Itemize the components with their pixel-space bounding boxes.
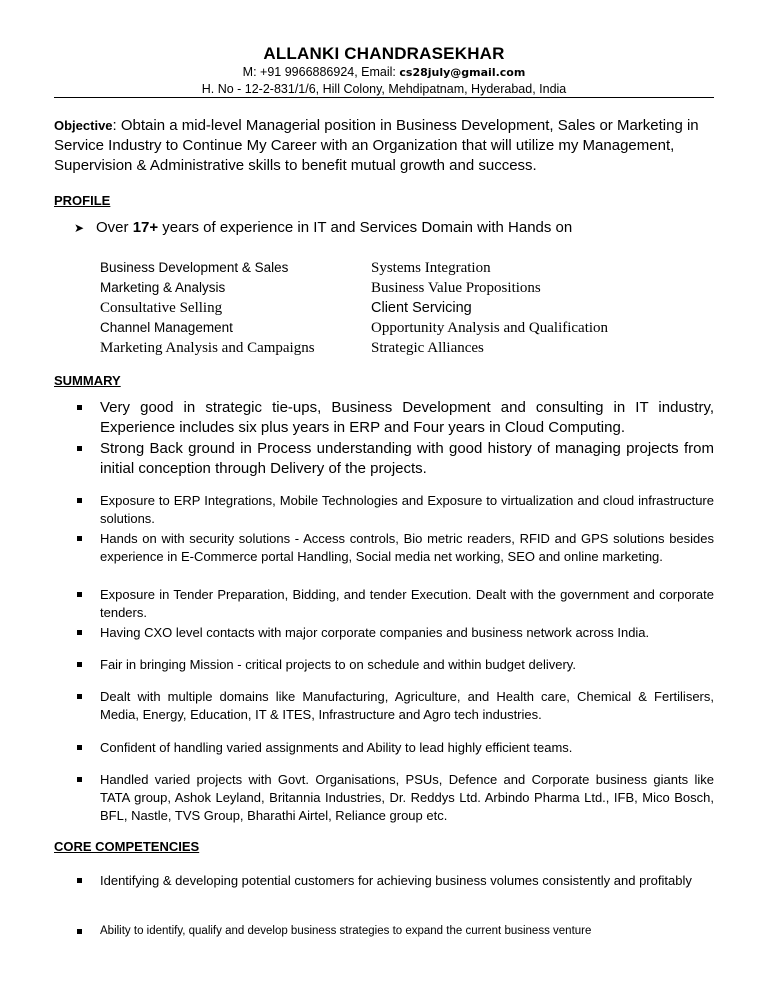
summary-item: Having CXO level contacts with major corporate companies and business network across India. [100, 625, 650, 640]
square-bullet-icon [77, 446, 82, 451]
summary-item: Very good in strategic tie-ups, Business Development and consulting in IT industry, Experience includes six plus years in ERP and Four years in Cloud Computing. [100, 399, 714, 436]
profile-text-post: years of experience in IT and Services Domain with Hands on [158, 219, 573, 236]
square-bullet-icon [77, 592, 82, 597]
skill-left: Channel Management [100, 320, 233, 335]
resume-header [54, 44, 714, 97]
skill-left: Consultative Selling [100, 300, 223, 316]
skill-row [100, 298, 660, 318]
summary-item: Dealt with multiple domains like Manufacturing, Agriculture, and Health care, Chemical & Fertilisers, Media, Energy, Education, IT & ITES, Infrastructure and Agro tech industries. [100, 689, 714, 722]
skill-right: Opportunity Analysis and Qualification [371, 320, 609, 336]
skills-table [100, 258, 660, 358]
square-bullet-icon [77, 745, 82, 750]
competency-item: Ability to identify, qualify and develop business strategies to expand the current business venture [100, 925, 592, 937]
core-competencies-heading: CORE COMPETENCIES [54, 839, 200, 854]
square-bullet-icon [77, 929, 82, 934]
phone-text: M: +91 9966886924, Email: [242, 65, 400, 79]
square-bullet-icon [77, 878, 82, 883]
competency-item: Identifying & developing potential customers for achieving business volumes consistently and profitably [100, 873, 692, 888]
skill-left: Marketing Analysis and Campaigns [100, 340, 315, 356]
skill-row [100, 318, 660, 338]
profile-bullet [74, 218, 572, 238]
square-bullet-icon [77, 777, 82, 782]
profile-heading: PROFILE [54, 193, 111, 208]
square-bullet-icon [77, 662, 82, 667]
skill-right: Client Servicing [371, 300, 472, 316]
candidate-name: ALLANKI CHANDRASEKHAR [263, 44, 505, 63]
square-bullet-icon [77, 405, 82, 410]
summary-item: Exposure to ERP Integrations, Mobile Technologies and Exposure to virtualization and cloud infrastructure solutions. [100, 493, 714, 526]
skill-left: Marketing & Analysis [100, 280, 226, 295]
profile-text-pre: Over [96, 219, 133, 236]
skill-right: Business Value Propositions [371, 280, 541, 296]
header-divider [54, 97, 714, 98]
skill-right: Systems Integration [371, 260, 491, 276]
square-bullet-icon [77, 498, 82, 503]
square-bullet-icon [77, 694, 82, 699]
contact-line [54, 64, 714, 81]
skill-left: Business Development & Sales [100, 260, 289, 275]
skill-row [100, 278, 660, 298]
objective-paragraph [54, 116, 718, 176]
objective-label: Objective [54, 118, 113, 133]
summary-item: Confident of handling varied assignments and Ability to lead highly efficient teams. [100, 740, 573, 755]
summary-item: Fair in bringing Mission - critical projects to on schedule and within budget delivery. [100, 657, 576, 672]
objective-text: : Obtain a mid-level Managerial position in Business Development, Sales or Marketing in Service Industry to Continue My Career with an Organization that will utilize my Management, Supervision & Administrative skills to benefit mutual growth and success. [54, 117, 699, 174]
square-bullet-icon [77, 630, 82, 635]
skill-row [100, 258, 660, 278]
summary-item: Hands on with security solutions - Access controls, Bio metric readers, RFID and GPS solutions besides experience in E-Commerce portal Handling, Social media net working, SEO and online marketing. [100, 531, 714, 564]
arrow-bullet-icon: ➤ [74, 221, 85, 235]
postal-address: H. No - 12-2-831/1/6, Hill Colony, Mehdipatnam, Hyderabad, India [201, 82, 567, 96]
skill-row [100, 338, 660, 358]
summary-item: Exposure in Tender Preparation, Bidding, and tender Execution. Dealt with the government and corporate tenders. [100, 587, 714, 620]
square-bullet-icon [77, 536, 82, 541]
email-address: cs28july@gmail.com [399, 66, 526, 79]
skill-right: Strategic Alliances [371, 340, 484, 356]
summary-item: Handled varied projects with Govt. Organisations, PSUs, Defence and Corporate business giants like TATA group, Ashok Leyland, Britannia Industries, Dr. Reddys Ltd. Arbindo Pharma Ltd., IFB, Mico Bosch, BFL, Nastle, TVS Group, Bharathi Airtel, Reliance group etc. [100, 772, 714, 823]
profile-years: 17+ [132, 219, 159, 236]
summary-heading: SUMMARY [54, 373, 121, 388]
summary-item: Strong Back ground in Process understanding with good history of managing projects from initial conception through Delivery of the projects. [100, 440, 714, 477]
